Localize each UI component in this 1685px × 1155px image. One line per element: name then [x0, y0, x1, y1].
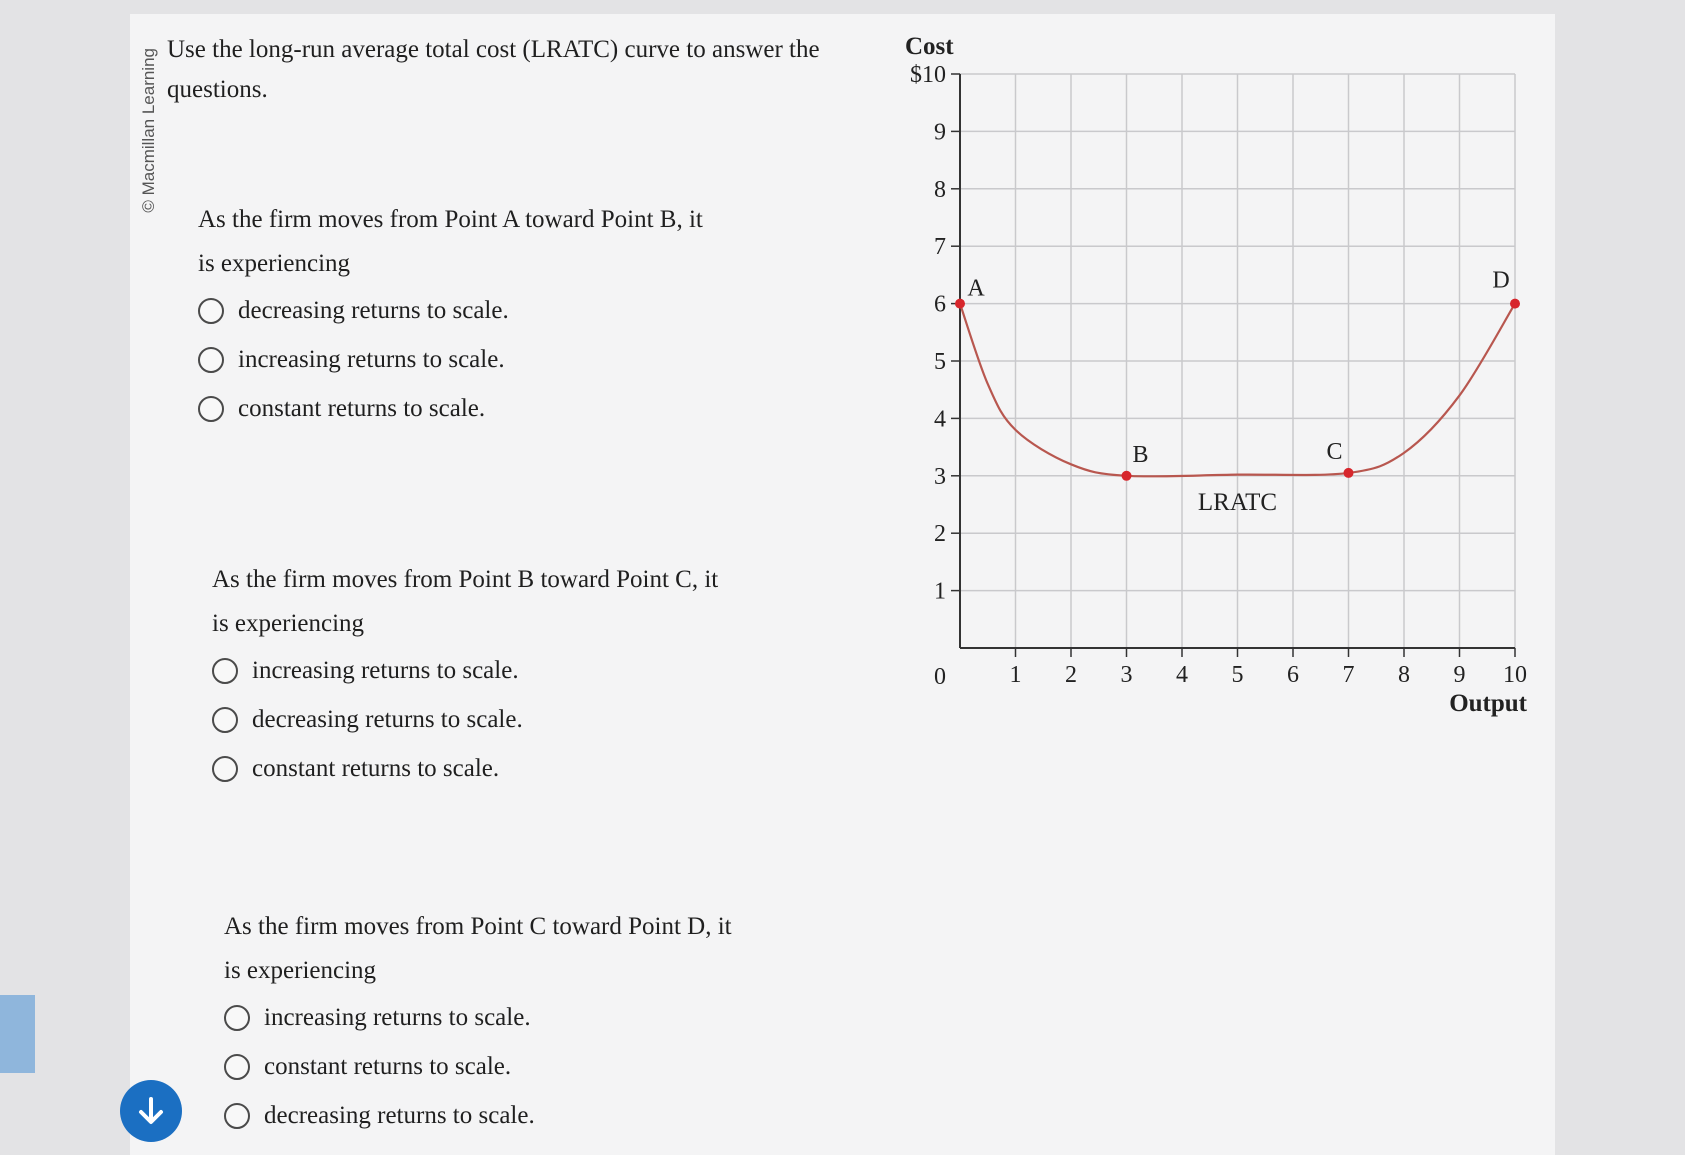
- option-label: increasing returns to scale.: [264, 1003, 531, 1031]
- question-3: [224, 905, 784, 1140]
- point-label-c: C: [1326, 438, 1343, 465]
- curve-label: LRATC: [1197, 488, 1278, 516]
- question-1-stem-line2: is experiencing: [198, 250, 351, 277]
- x-tick-label: 7: [1342, 662, 1355, 688]
- y-tick-label: 3: [934, 463, 946, 490]
- question-3-stem-line2: is experiencing: [224, 957, 377, 984]
- y-tick-label: 4: [934, 406, 946, 433]
- option-label: decreasing returns to scale.: [252, 705, 523, 733]
- question-3-option-3[interactable]: [224, 1091, 784, 1140]
- question-1-option-2[interactable]: [198, 335, 758, 384]
- x-tick-label: 8: [1398, 662, 1410, 688]
- y-top-label: $10: [910, 62, 946, 88]
- question-1-option-3[interactable]: [198, 384, 758, 433]
- question-1-option-1[interactable]: [198, 286, 758, 335]
- radio-button[interactable]: [198, 298, 224, 324]
- y-axis-title: Cost: [905, 33, 954, 60]
- radio-button[interactable]: [198, 396, 224, 422]
- x-tick-label: 5: [1231, 662, 1244, 688]
- option-label: decreasing returns to scale.: [238, 296, 509, 324]
- point-label-b: B: [1132, 441, 1149, 468]
- option-label: increasing returns to scale.: [252, 656, 519, 684]
- question-2-stem-line1: As the firm moves from Point B toward Point C, it: [212, 566, 719, 593]
- option-label: constant returns to scale.: [264, 1052, 512, 1080]
- point-a: [955, 299, 965, 309]
- x-tick-label: 6: [1287, 662, 1299, 688]
- x-tick-label: 4: [1176, 662, 1188, 688]
- x-tick-label: 3: [1120, 662, 1133, 688]
- option-label: increasing returns to scale.: [238, 345, 505, 373]
- x-tick-label: 2: [1065, 662, 1077, 688]
- point-c: [1344, 468, 1354, 478]
- x-tick-label: 10: [1503, 662, 1527, 688]
- radio-button[interactable]: [224, 1103, 250, 1129]
- point-label-d: D: [1492, 267, 1510, 294]
- lratc-chart: [880, 28, 1540, 728]
- question-1-stem-line1: As the firm moves from Point A toward Point B, it: [198, 206, 703, 233]
- radio-button[interactable]: [212, 658, 238, 684]
- copyright-label: © Macmillan Learning: [139, 48, 158, 213]
- radio-button[interactable]: [224, 1005, 250, 1031]
- question-1: [198, 198, 758, 433]
- y-tick-label: 6: [934, 291, 946, 318]
- option-label: decreasing returns to scale.: [264, 1101, 535, 1129]
- point-d: [1510, 299, 1520, 309]
- y-tick-label: 8: [934, 176, 946, 203]
- scroll-down-button[interactable]: [120, 1080, 182, 1142]
- question-3-option-2[interactable]: [224, 1042, 784, 1091]
- x-tick-label: 9: [1453, 662, 1466, 688]
- question-3-option-1[interactable]: [224, 993, 784, 1042]
- y-tick-label: 1: [934, 578, 946, 605]
- radio-button[interactable]: [212, 707, 238, 733]
- question-2-option-3[interactable]: [212, 744, 772, 793]
- option-label: constant returns to scale.: [252, 754, 500, 782]
- question-3-stem-line1: As the firm moves from Point C toward Point D, it: [224, 913, 732, 940]
- arrow-down-icon: [134, 1094, 168, 1128]
- intro-text: Use the long-run average total cost (LRATC) curve to answer the questions.: [167, 36, 820, 103]
- y-tick-label: 2: [934, 521, 946, 548]
- x-axis-title: Output: [1449, 690, 1527, 717]
- y-tick-label: 9: [934, 119, 946, 146]
- radio-button[interactable]: [212, 756, 238, 782]
- point-label-a: A: [967, 275, 985, 302]
- y-tick-label: 7: [934, 234, 946, 261]
- question-2-option-2[interactable]: [212, 695, 772, 744]
- y-tick-label: 5: [934, 349, 946, 375]
- question-2-stem-line2: is experiencing: [212, 610, 365, 637]
- point-b: [1122, 471, 1132, 481]
- x-tick-label: 1: [1009, 662, 1022, 688]
- radio-button[interactable]: [198, 347, 224, 373]
- question-2-option-1[interactable]: [212, 646, 772, 695]
- radio-button[interactable]: [224, 1054, 250, 1080]
- side-accent-bar: [0, 995, 35, 1073]
- origin-label: 0: [934, 664, 946, 690]
- question-2: [212, 558, 772, 793]
- option-label: constant returns to scale.: [238, 394, 486, 422]
